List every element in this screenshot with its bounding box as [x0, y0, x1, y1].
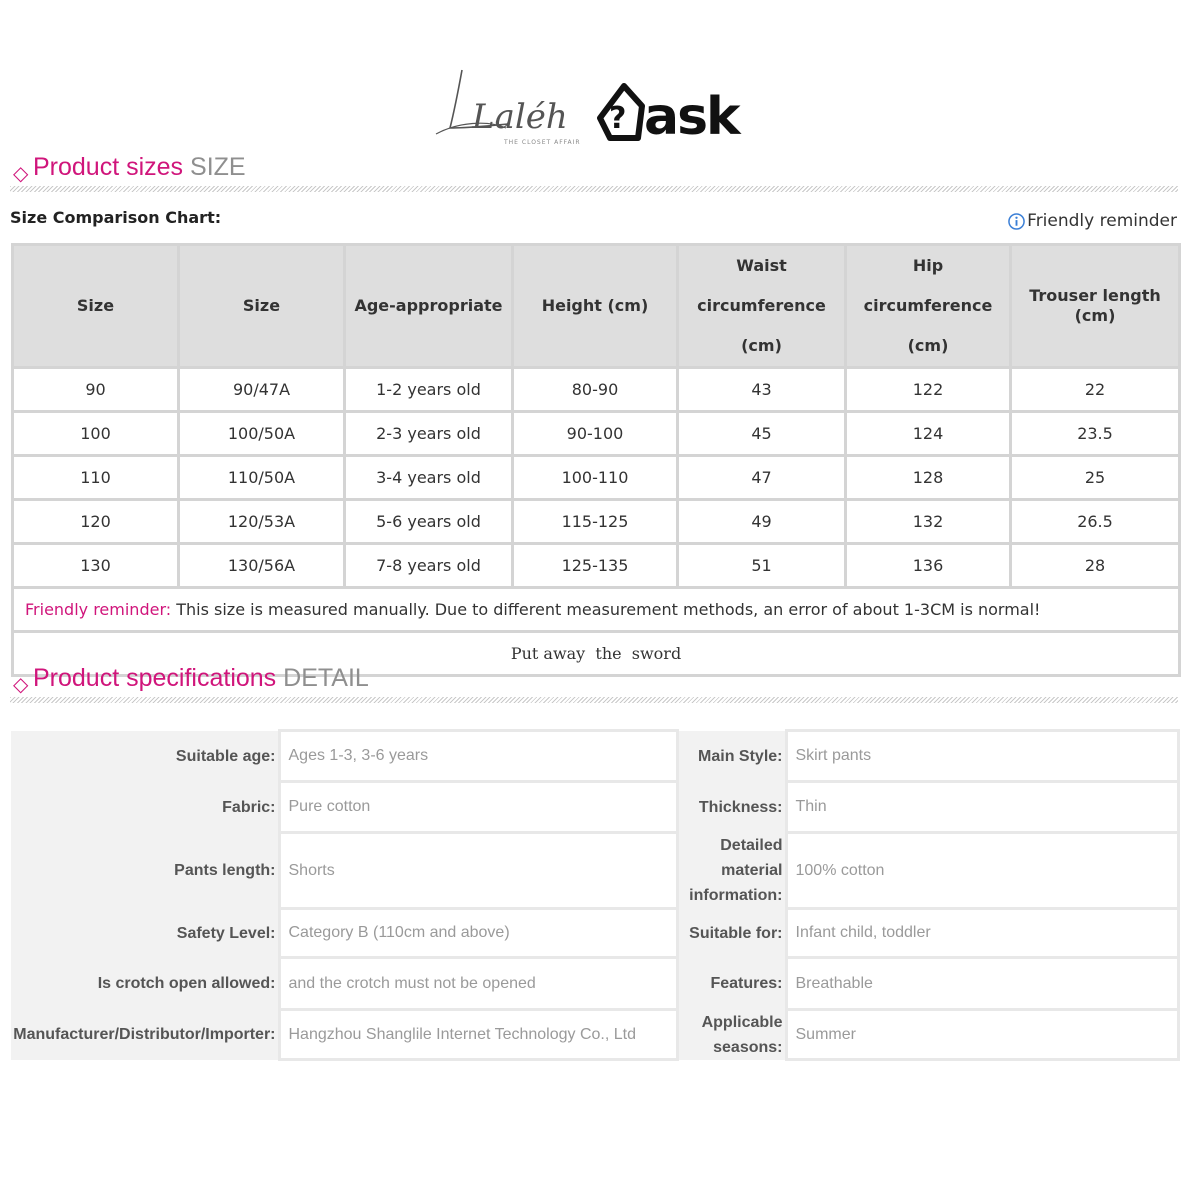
- table-note-row: [13, 588, 1180, 632]
- spec-label: Safety Level:: [11, 909, 279, 958]
- size-section-title-en: SIZE: [190, 153, 246, 181]
- spec-label: Suitable for:: [677, 909, 786, 958]
- table-cell: 2-3 years old: [345, 412, 513, 456]
- spec-label: Fabric:: [11, 782, 279, 833]
- table-cell: 124: [846, 412, 1011, 456]
- table-footer-text: Put away the sword: [13, 632, 1180, 676]
- spec-row: [11, 782, 1178, 833]
- spec-value: and the crotch must not be opened: [279, 958, 677, 1010]
- spec-value: Pure cotton: [279, 782, 677, 833]
- table-cell: 26.5: [1011, 500, 1180, 544]
- detail-section-heading: [10, 664, 1178, 704]
- table-cell: 115-125: [513, 500, 678, 544]
- table-cell: 23.5: [1011, 412, 1180, 456]
- table-cell: 100/50A: [179, 412, 345, 456]
- size-chart-subhead: Size Comparison Chart:: [10, 208, 222, 227]
- table-cell: 120: [13, 500, 179, 544]
- friendly-reminder-link[interactable]: [1008, 211, 1177, 231]
- spec-row: [11, 909, 1178, 958]
- note-text: This size is measured manually. Due to different measurement methods, an error of about 1-3CM is normal!: [171, 600, 1041, 619]
- table-row: [13, 412, 1180, 456]
- spec-value: Ages 1-3, 3-6 years: [279, 731, 677, 782]
- spec-label: Thickness:: [677, 782, 786, 833]
- table-cell: 130: [13, 544, 179, 588]
- table-cell: 49: [678, 500, 846, 544]
- table-cell: 100-110: [513, 456, 678, 500]
- table-cell: 130/56A: [179, 544, 345, 588]
- product-spec-table: [11, 729, 1180, 1061]
- table-cell: 80-90: [513, 368, 678, 412]
- table-row: [13, 456, 1180, 500]
- spec-value: Summer: [786, 1010, 1178, 1060]
- table-cell: 128: [846, 456, 1011, 500]
- spec-label: Pants length:: [11, 833, 279, 909]
- brand-logo-graphic: [428, 62, 778, 152]
- column-header: Size: [13, 245, 179, 368]
- measurement-note: [13, 588, 1180, 632]
- size-section-title: [33, 153, 246, 182]
- spec-row: [11, 1010, 1178, 1060]
- spec-label: Suitable age:: [11, 731, 279, 782]
- table-cell: 28: [1011, 544, 1180, 588]
- column-header: Height (cm): [513, 245, 678, 368]
- table-cell: 7-8 years old: [345, 544, 513, 588]
- table-cell: 22: [1011, 368, 1180, 412]
- table-cell: 90: [13, 368, 179, 412]
- table-cell: 125-135: [513, 544, 678, 588]
- ask-question-icon: [600, 86, 642, 138]
- brand-logo: [428, 62, 778, 152]
- spec-value: Shorts: [279, 833, 677, 909]
- size-comparison-table: [11, 243, 1181, 677]
- table-row: [13, 500, 1180, 544]
- table-header-row: [13, 245, 1180, 368]
- table-cell: 136: [846, 544, 1011, 588]
- spec-value: Skirt pants: [786, 731, 1178, 782]
- table-cell: 100: [13, 412, 179, 456]
- spec-label: Manufacturer/Distributor/Importer:: [11, 1010, 279, 1060]
- column-header: Size: [179, 245, 345, 368]
- size-section-title-cn: Product sizes: [33, 153, 184, 181]
- hatched-divider: [10, 697, 1178, 703]
- spec-row: [11, 833, 1178, 909]
- column-header: Hip circumference (cm): [846, 245, 1011, 368]
- hatched-divider: [10, 186, 1178, 192]
- spec-value: Category B (110cm and above): [279, 909, 677, 958]
- friendly-reminder-label: Friendly reminder: [1027, 211, 1177, 231]
- detail-section-title: [33, 664, 369, 693]
- table-cell: 47: [678, 456, 846, 500]
- table-row: [13, 544, 1180, 588]
- table-cell: 51: [678, 544, 846, 588]
- table-cell: 43: [678, 368, 846, 412]
- spec-row: [11, 958, 1178, 1010]
- info-icon: [1008, 213, 1025, 230]
- table-cell: 110/50A: [179, 456, 345, 500]
- column-header: Age-appropriate: [345, 245, 513, 368]
- table-row: [13, 368, 1180, 412]
- diamond-icon: ◇: [13, 161, 29, 185]
- spec-value: Breathable: [786, 958, 1178, 1010]
- detail-section-title-en: DETAIL: [283, 664, 369, 692]
- note-label: Friendly reminder:: [25, 600, 172, 619]
- table-cell: 90/47A: [179, 368, 345, 412]
- table-cell: 90-100: [513, 412, 678, 456]
- spec-label: Is crotch open allowed:: [11, 958, 279, 1010]
- spec-value: Hangzhou Shanglile Internet Technology Co., Ltd: [279, 1010, 677, 1060]
- table-cell: 25: [1011, 456, 1180, 500]
- spec-label: Applicable seasons:: [677, 1010, 786, 1060]
- spec-label: Detailed material information:: [677, 833, 786, 909]
- table-cell: 5-6 years old: [345, 500, 513, 544]
- spec-label: Features:: [677, 958, 786, 1010]
- logo-script-text: Laléh: [472, 97, 568, 137]
- table-cell: 45: [678, 412, 846, 456]
- logo-tagline: THE CLOSET AFFAIR: [504, 139, 581, 146]
- svg-text:?: ?: [609, 101, 627, 136]
- table-cell: 110: [13, 456, 179, 500]
- spec-value: Thin: [786, 782, 1178, 833]
- spec-row: [11, 731, 1178, 782]
- table-cell: 122: [846, 368, 1011, 412]
- spec-label: Main Style:: [677, 731, 786, 782]
- table-cell: 1-2 years old: [345, 368, 513, 412]
- column-header: Trouser length (cm): [1011, 245, 1180, 368]
- diamond-icon: ◇: [13, 672, 29, 696]
- logo-ask-text: ask: [644, 87, 739, 147]
- column-header: Waist circumference (cm): [678, 245, 846, 368]
- size-section-heading: [10, 153, 1178, 193]
- table-cell: 3-4 years old: [345, 456, 513, 500]
- spec-value: 100% cotton: [786, 833, 1178, 909]
- table-cell: 132: [846, 500, 1011, 544]
- detail-section-title-cn: Product specifications: [33, 664, 277, 692]
- table-cell: 120/53A: [179, 500, 345, 544]
- spec-value: Infant child, toddler: [786, 909, 1178, 958]
